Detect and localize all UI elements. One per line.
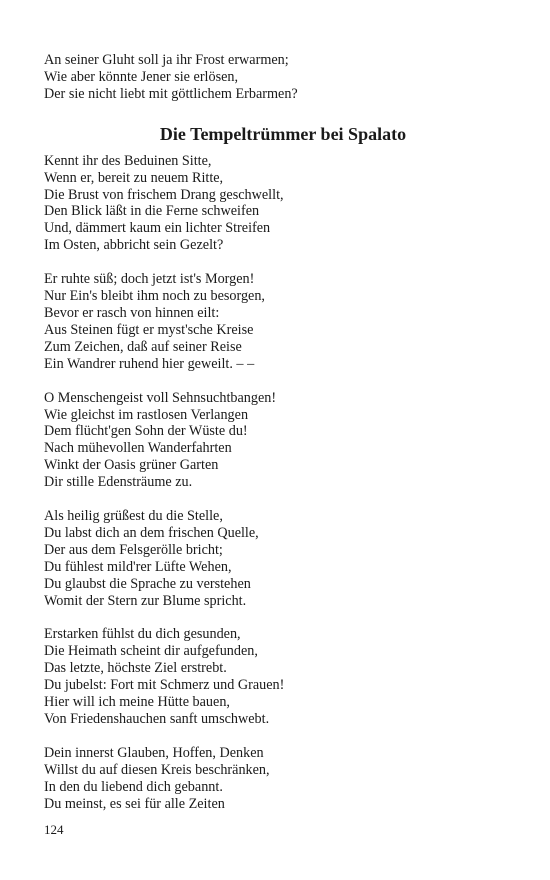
verse-line: Und, dämmert kaum ein lichter Streifen [44,220,271,237]
verse-line: Zum Zeichen, daß auf seiner Reise [44,338,242,355]
poem-stanzas [44,153,514,813]
verse-line: Von Friedenshauchen sanft umschwebt. [44,711,270,727]
verse-line: Aus Steinen fügt er myst'sche Kreise [44,321,254,338]
verse-line: Erstarken fühlst du dich gesunden, [44,626,241,643]
stanza [44,745,514,813]
verse-line: Wie aber könnte Jener sie erlösen, [44,68,239,85]
verse-line: Dir stille Edensträume zu. [44,474,193,491]
stanza [44,271,514,372]
verse-line: Der sie nicht liebt mit göttlichem Erbarmen? [44,85,298,102]
verse-line: Bevor er rasch von hinnen eilt: [44,304,220,321]
verse-line: Dem flücht'gen Sohn der Wüste du! [44,423,248,440]
verse-line: An seiner Gluht soll ja ihr Frost erwarmen; [44,52,289,68]
verse-line: Hier will ich meine Hütte bauen, [44,694,230,711]
verse-line: Im Osten, abbricht sein Gezelt? [44,237,224,254]
verse-line: Du meinst, es sei für alle Zeiten [44,795,225,812]
verse-line: Du jubelst: Fort mit Schmerz und Grauen! [44,677,285,694]
verse-line: Willst du auf diesen Kreis beschränken, [44,761,270,778]
verse-line: In den du liebend dich gebannt. [44,778,223,795]
stanza [44,390,514,491]
verse-line: Du glaubst die Sprache zu verstehen [44,575,251,592]
verse-line: O Menschengeist voll Sehnsuchtbangen! [44,389,277,406]
verse-line: Dein innerst Glauben, Hoffen, Denken [44,744,264,761]
verse-line: Er ruhte süß; doch jetzt ist's Morgen! [44,271,255,288]
verse-line: Kennt ihr des Beduinen Sitte, [44,152,212,169]
intro-stanza [44,52,514,103]
verse-line: Wenn er, bereit zu neuem Ritte, [44,169,224,186]
verse-line: Nur Ein's bleibt ihm noch zu besorgen, [44,288,265,305]
verse-line: Nach mühevollen Wanderfahrten [44,440,232,457]
verse-line: Ein Wandrer ruhend hier geweilt. – – [44,355,255,372]
verse-line: Du fühlest mild'rer Lüfte Wehen, [44,558,232,575]
verse-line: Winkt der Oasis grüner Garten [44,457,219,474]
verse-line: Das letzte, höchste Ziel erstrebt. [44,660,227,677]
verse-line: Wie gleichst im rastlosen Verlangen [44,406,249,423]
stanza [44,508,514,609]
poem-title: Die Tempeltrümmer bei Spalato [159,123,407,144]
verse-line: Die Brust von frischem Drang geschwellt, [44,186,284,203]
page-body [44,52,514,813]
verse-line: Du labst dich an dem frischen Quelle, [44,524,259,541]
verse-line: Den Blick läßt in die Ferne schweifen [44,203,260,220]
verse-line: Der aus dem Felsgerölle bricht; [44,541,223,558]
verse-line: Die Heimath scheint dir aufgefunden, [44,643,258,660]
verse-line: Als heilig grüßest du die Stelle, [44,508,223,525]
stanza [44,626,514,727]
page-number: 124 [44,822,64,837]
stanza [44,153,514,254]
verse-line: Womit der Stern zur Blume spricht. [44,592,247,609]
